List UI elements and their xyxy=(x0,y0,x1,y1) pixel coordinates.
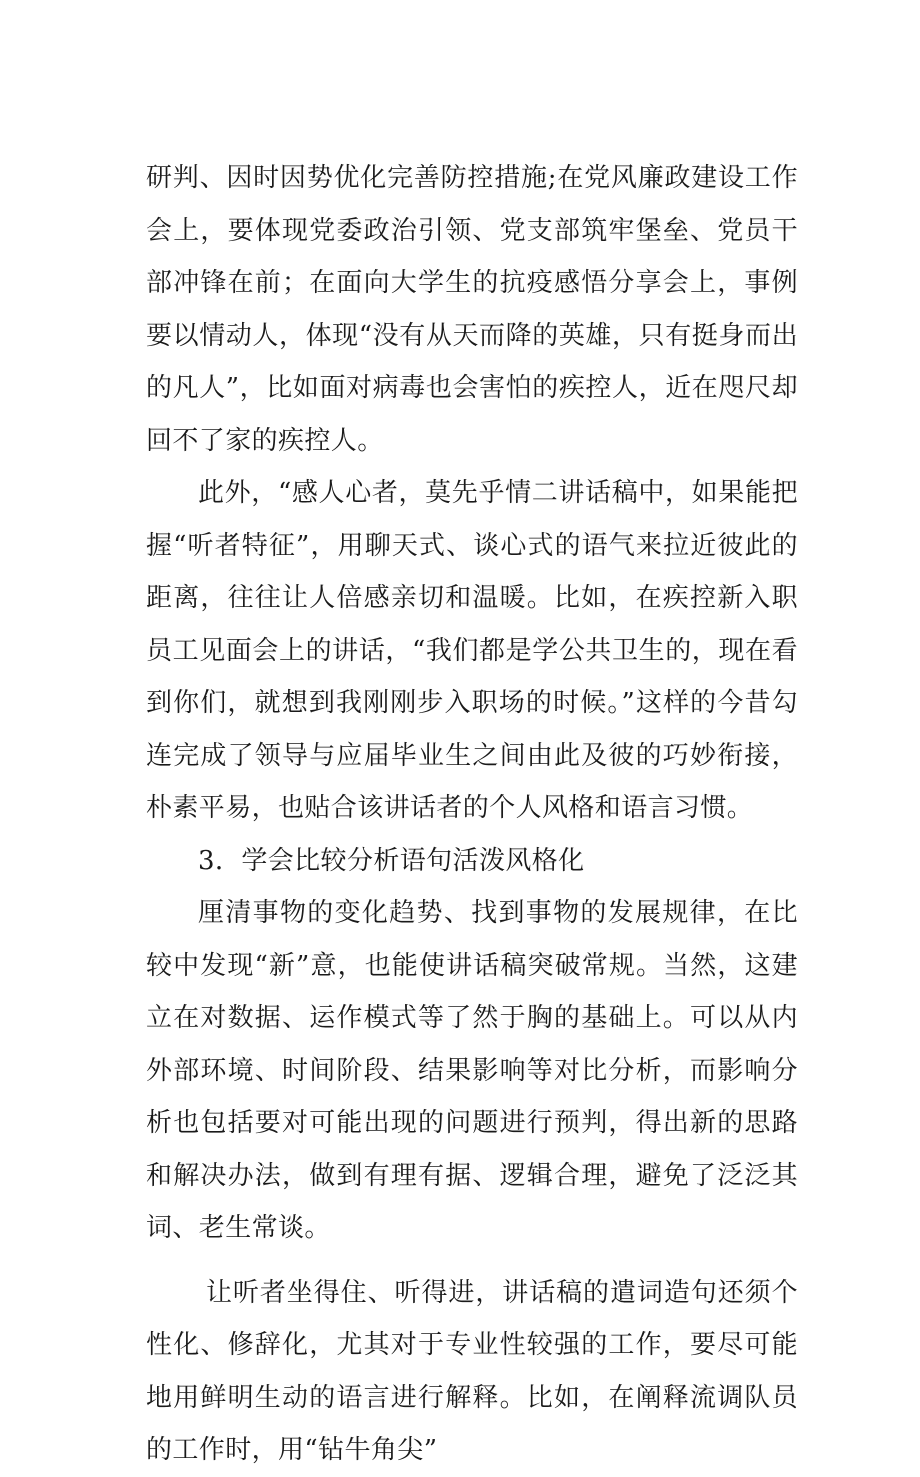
paragraph-rhetoric: 让听者坐得住、听得进，讲话稿的遣词造句还须个性化、修辞化，尤其对于专业性较强的工作，要尽可能地用鲜明生动的语言进行解释。比如，在阐释流调队员的工作时，用“钻牛角尖” xyxy=(146,1277,798,1465)
section-heading: 3．学会比较分析语句活泼风格化 xyxy=(198,845,585,876)
paragraph-continuation: 研判、因时因势优化完善防控措施;在党风廉政建设工作会上，要体现党委政治引领、党支部筑牢堡垒、党员干部冲锋在前；在面向大学生的抗疫感悟分享会上，事例要以情动人，体现“没有从天而降的英雄，只有挺身而出的凡人”，比如面对病毒也会害怕的疾控人，近在咫尺却回不了家的疾控人。 xyxy=(146,163,798,456)
paragraph-comparative-analysis: 厘清事物的变化趋势、找到事物的发展规律，在比较中发现“新”意，也能使讲话稿突破常规。当然，这建立在对数据、运作模式等了然于胸的基础上。可以从内外部环境、时间阶段、结果影响等对比分析，而影响分析也包括要对可能出现的问题进行预判，得出新的思路和解决办法，做到有理有据、逻辑合理，避免了泛泛其词、老生常谈。 xyxy=(146,898,798,1243)
document-body xyxy=(146,152,798,1477)
paragraph-listener-characteristics: 此外，“感人心者，莫先乎情二讲话稿中，如果能把握“听者特征”，用聊天式、谈心式的语气来拉近彼此的距离，往往让人倍感亲切和温暖。比如，在疾控新入职员工见面会上的讲话，“我们都是学公共卫生的，现在看到你们，就想到我刚刚步入职场的时候。”这样的今昔勾连完成了领导与应届毕业生之间由此及彼的巧妙衔接，朴素平易，也贴合该讲话者的个人风格和语言习惯。 xyxy=(146,478,798,823)
